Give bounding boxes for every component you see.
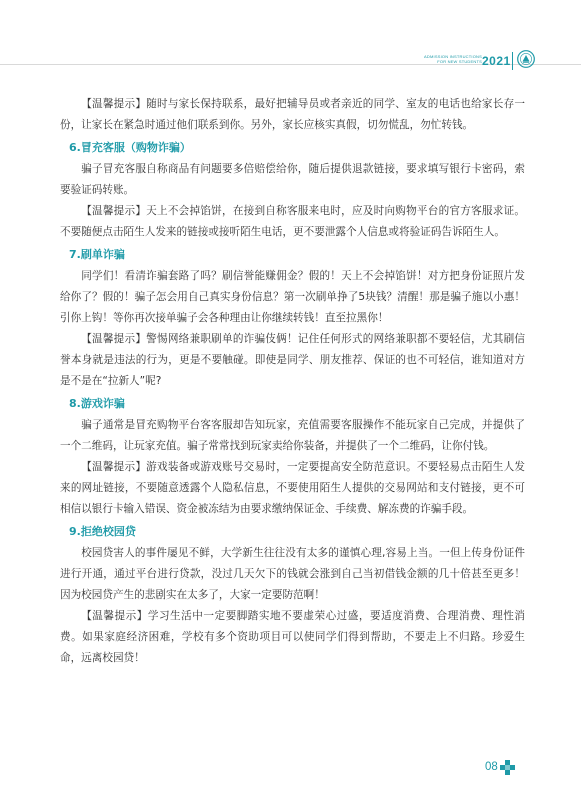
paragraph: 骗子冒充客服自称商品有问题要多倍赔偿给你，随后提供退款链接，要求填写银行卡密码，索要验证码转账。 [60, 163, 525, 196]
section-heading: 7.刷单诈骗 [69, 248, 125, 261]
header-subtitle [332, 54, 482, 64]
paragraph: 【温馨提示】学习生活中一定要脚踏实地不要虚荣心过盛，要适度消费、合理消费、理性消费。如果家庭经济困难，学校有多个资助项目可以使同学们得到帮助，不要走上不归路。珍爱生命，远离校园贷！ [60, 610, 525, 664]
university-seal-icon [517, 50, 535, 68]
paragraph: 【温馨提示】随时与家长保持联系，最好把辅导员或者亲近的同学、室友的电话也给家长存一份，让家长在紧急时通过他们联系到你。另外，家长应核实真假，切勿慌乱，勿忙转钱。 [60, 98, 525, 131]
paragraph: 【温馨提示】天上不会掉馅饼，在接到自称客服来电时，应及时向购物平台的官方客服求证。不要随便点击陌生人发来的链接或接听陌生电话，更不要泄露个人信息或将验证码告诉陌生人。 [60, 205, 525, 238]
paragraph: 校园贷害人的事件屡见不鲜，大学新生往往没有太多的谨慎心理,容易上当。一但上传身份证件进行开通，通过平台进行贷款，没过几天欠下的钱就会涨到自己当初借钱金额的几十倍甚至更多！因为校园贷产生的悲剧实在太多了，大家一定要防范啊！ [60, 547, 525, 601]
paragraph: 同学们！看清诈骗套路了吗？刷信誉能赚佣金？假的！天上不会掉馅饼！对方把身份证照片发给你了？假的！骗子怎会用自己真实身份信息？第一次刷单挣了5块钱？清醒！那是骗子施以小惠！引你上钩！等你再次接单骗子会各种理由让你继续转钱！直至拉黑你！ [60, 270, 525, 324]
section-heading: 9.拒绝校园贷 [69, 525, 136, 538]
page-content [60, 94, 525, 669]
header-subtitle-line1: ADMISSION INSTRUCTIONS [424, 54, 482, 59]
paragraph: 【温馨提示】警惕网络兼职刷单的诈骗伎俩！记住任何形式的网络兼职都不要轻信，尤其刷信誉本身就是违法的行为，更是不要触碰。即使是同学、朋友推荐、保证的也不可轻信，谁知道对方是不是在“拉新人”呢? [60, 333, 525, 387]
header-subtitle-line2: FOR NEW STUDENTS [437, 59, 482, 64]
section-heading: 6.冒充客服（购物诈骗） [69, 141, 191, 154]
pixel-squares-icon [500, 760, 516, 776]
page-number: 08 [485, 761, 498, 773]
paragraph: 骗子通常是冒充购物平台客客服却告知玩家，充值需要客服操作不能玩家自己完成，并提供了一个二维码，让玩家充值。骗子常常找到玩家卖给你装备，并提供了一个二维码，让你付钱。 [60, 419, 525, 452]
header-divider [512, 52, 513, 70]
header-year: 2021 [482, 54, 511, 68]
paragraph: 【温馨提示】游戏装备或游戏账号交易时，一定要提高安全防范意识。不要轻易点击陌生人发来的网址链接，不要随意透露个人隐私信息，不要使用陌生人提供的交易网站和支付链接，更不可相信以银行卡输入错误、资金被冻结为由要求缴纳保证金、手续费、解冻费的诈骗手段。 [60, 461, 525, 515]
section-heading: 8.游戏诈骗 [69, 397, 125, 410]
